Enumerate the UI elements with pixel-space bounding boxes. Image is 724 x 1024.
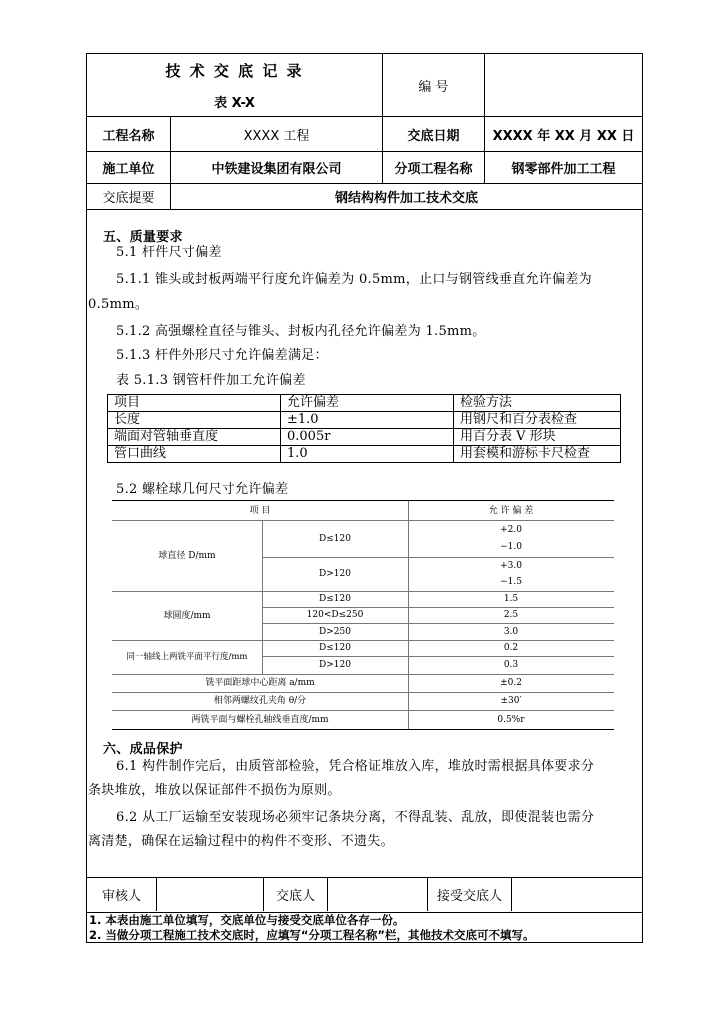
contractor-label: 施工单位: [87, 152, 171, 184]
table-header: 检验方法: [454, 395, 621, 412]
para-5-1: 5.1 杆件尺寸偏差: [116, 245, 222, 260]
form-title: 技 术 交 底 记 录: [87, 54, 383, 87]
table1-caption: 表 5.1.3 钢管杆件加工允许偏差: [116, 373, 306, 388]
table-cell: 用钢尺和百分表检查: [454, 412, 621, 429]
t2-cell: +2.0: [500, 524, 522, 535]
para-6-2-b: 离清楚，确保在运输过程中的构件不变形、不遗失。: [88, 834, 394, 849]
para-5-2: 5.2 螺栓球几何尺寸允许偏差: [116, 482, 289, 497]
table-cell: 管口曲线: [108, 446, 281, 463]
t2-perpendicularity: 两铣平面与螺栓孔轴线垂直度/mm: [191, 714, 329, 725]
para-5-1-2: 5.1.2 高强螺栓直径与锥头、封板内孔径允许偏差为 1.5mm。: [116, 324, 486, 339]
reviewer-field[interactable]: [157, 878, 264, 911]
form-number: 表 X-X: [87, 87, 383, 117]
note-2: 2. 当做分项工程施工技术交底时，应填写“分项工程名称”栏，其他技术交底可不填写。: [89, 928, 535, 942]
note-1: 1. 本表由施工单位填写，交底单位与接受交底单位各存一份。: [89, 913, 405, 927]
number-value[interactable]: [485, 54, 642, 117]
summary-value[interactable]: 钢结构构件加工技术交底: [171, 184, 642, 210]
notes: [87, 912, 642, 942]
t2-cell: D≤120: [319, 594, 351, 604]
t2-cell: ±0.2: [500, 678, 522, 688]
t2-cell: D>120: [319, 569, 351, 579]
discloser-label: 交底人: [264, 878, 328, 911]
para-6-2-a: 6.2 从工厂运输至安装现场必须牢记条块分离，不得乱装、乱放，即使混装也需分: [116, 810, 595, 825]
table-cell: 1.0: [281, 446, 454, 463]
contractor-value[interactable]: 中铁建设集团有限公司: [171, 152, 383, 184]
t2-ball-roundness: 球圆度/mm: [163, 610, 211, 621]
section-6-title: 六、成品保护: [103, 742, 183, 757]
t2-cell: D>250: [319, 626, 351, 637]
table-header: 项目: [108, 395, 281, 412]
t2-header-item: 项 目: [249, 505, 271, 516]
t2-cell: D>120: [319, 660, 351, 670]
disclosure-form: [86, 53, 643, 943]
table-cell: 0.005r: [281, 429, 454, 446]
para-5-1-1-a: 5.1.1 锥头或封板两端平行度允许偏差为 0.5mm，止口与钢管线垂直允许偏差为: [116, 272, 592, 287]
table-cell: 用百分表 V 形块: [454, 429, 621, 446]
subproject-value[interactable]: 钢零部件加工工程: [485, 152, 642, 184]
table-cell: ±1.0: [281, 412, 454, 429]
t2-cell: −1.5: [500, 577, 522, 587]
discloser-field[interactable]: [328, 878, 428, 911]
t2-ball-diameter: 球直径 D/mm: [158, 550, 216, 561]
para-6-1-a: 6.1 构件制作完后，由质管部检验，凭合格证堆放入库，堆放时需根据具体要求分: [116, 759, 595, 774]
t2-cell: −1.0: [500, 541, 522, 552]
t2-mill-distance: 铣平面距球中心距离 a/mm: [205, 678, 315, 688]
table-header: 允许偏差: [281, 395, 454, 412]
t2-cell: 120<D≤250: [306, 610, 364, 620]
t2-cell: ±30′: [500, 696, 522, 706]
para-6-1-b: 条块堆放，堆放以保证部件不损伤为原则。: [88, 783, 341, 798]
t2-parallelism: 同一轴线上两铣平面平行度/mm: [126, 652, 248, 662]
t2-cell: 1.5: [503, 594, 519, 604]
t2-cell: 0.5%r: [497, 714, 525, 725]
table-cell: 用套模和游标卡尺检查: [454, 446, 621, 463]
t2-hole-angle: 相邻两螺纹孔夹角 θ/分: [213, 696, 307, 706]
subproject-label: 分项工程名称: [383, 152, 485, 184]
receiver-field[interactable]: [512, 878, 642, 911]
date-label: 交底日期: [383, 117, 485, 152]
table-cell: 长度: [108, 412, 281, 429]
t2-cell: 3.0: [503, 626, 519, 637]
receiver-label: 接受交底人: [428, 878, 512, 911]
project-name-label: 工程名称: [87, 117, 171, 152]
t2-cell: 0.3: [503, 660, 519, 670]
para-5-1-3: 5.1.3 杆件外形尺寸允许偏差满足：: [116, 348, 328, 363]
t2-cell: +3.0: [500, 561, 522, 571]
t2-cell: D≤120: [319, 643, 351, 653]
project-name-value[interactable]: XXXX 工程: [171, 117, 383, 152]
para-5-1-1-b: 0.5mm。: [88, 297, 149, 312]
signature-row: [87, 877, 642, 913]
reviewer-label: 审核人: [87, 878, 157, 911]
date-value[interactable]: XXXX 年 XX 月 XX 日: [485, 117, 642, 152]
table-cell: 端面对管轴垂直度: [108, 429, 281, 446]
t2-header-deviation: 允 许 偏 差: [488, 505, 534, 516]
number-label: 编 号: [383, 54, 485, 117]
t2-cell: D≤120: [319, 533, 351, 544]
t2-cell: 2.5: [503, 610, 519, 620]
t2-cell: 0.2: [503, 643, 519, 653]
section-5-title: 五、质量要求: [103, 230, 183, 245]
summary-label: 交底提要: [87, 184, 171, 210]
